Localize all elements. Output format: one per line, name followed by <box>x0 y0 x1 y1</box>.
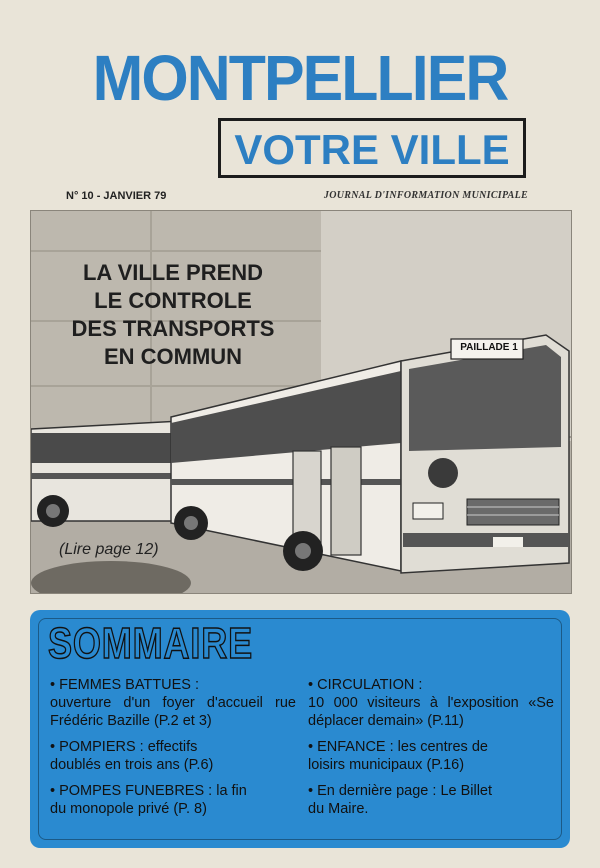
summary-item <box>308 738 554 774</box>
summary-item-body: du monopole privé (P. 8) <box>50 801 207 817</box>
cover-photo <box>30 210 572 594</box>
summary-left-column <box>50 676 296 826</box>
summary-item-body: ouverture d'un foyer d'accueil rue Frédéric Bazille (P.2 et 3) <box>50 695 296 729</box>
headline-line-3: DES TRANSPORTS <box>71 316 275 341</box>
bus-destination-sign: PAILLADE 1 <box>460 342 518 353</box>
summary-title: SOMMAIRE <box>48 619 253 668</box>
masthead-subtitle: VOTRE VILLE <box>234 126 510 173</box>
summary-item <box>50 676 296 730</box>
summary-item <box>50 738 296 774</box>
summary-item-head: • CIRCULATION : <box>308 677 423 693</box>
summary-item-body: du Maire. <box>308 801 369 817</box>
headline-line-2: LE CONTROLE <box>94 288 252 313</box>
summary-item <box>308 676 554 730</box>
headline-line-4: EN COMMUN <box>103 344 243 369</box>
summary-item-head: • POMPES FUNEBRES : la fin <box>50 783 247 799</box>
summary-right-column <box>308 676 554 826</box>
summary-item-head: • POMPIERS : effectifs <box>50 739 198 755</box>
cover-headline <box>53 259 293 371</box>
summary-panel <box>30 610 570 848</box>
summary-item-body: doublés en trois ans (P.6) <box>50 757 214 773</box>
masthead-title: MONTPELLIER <box>92 42 508 114</box>
read-more-reference: (Lire page 12) <box>59 541 159 558</box>
summary-item-head: • FEMMES BATTUES : <box>50 677 200 693</box>
issue-number: N° 10 - JANVIER 79 <box>66 190 167 202</box>
summary-item-head: • En dernière page : Le Billet <box>308 783 493 799</box>
summary-item <box>50 782 296 818</box>
summary-item-body: loisirs municipaux (P.16) <box>308 757 465 773</box>
summary-item-body: 10 000 visiteurs à l'exposition «Se déplacer demain» (P.11) <box>308 695 554 729</box>
masthead-subtitle-box <box>218 118 526 178</box>
journal-tagline: JOURNAL D'INFORMATION MUNICIPALE <box>323 190 528 201</box>
summary-item-head: • ENFANCE : les centres de <box>308 739 488 755</box>
summary-item <box>308 782 554 818</box>
headline-line-1: LA VILLE PREND <box>82 260 264 285</box>
